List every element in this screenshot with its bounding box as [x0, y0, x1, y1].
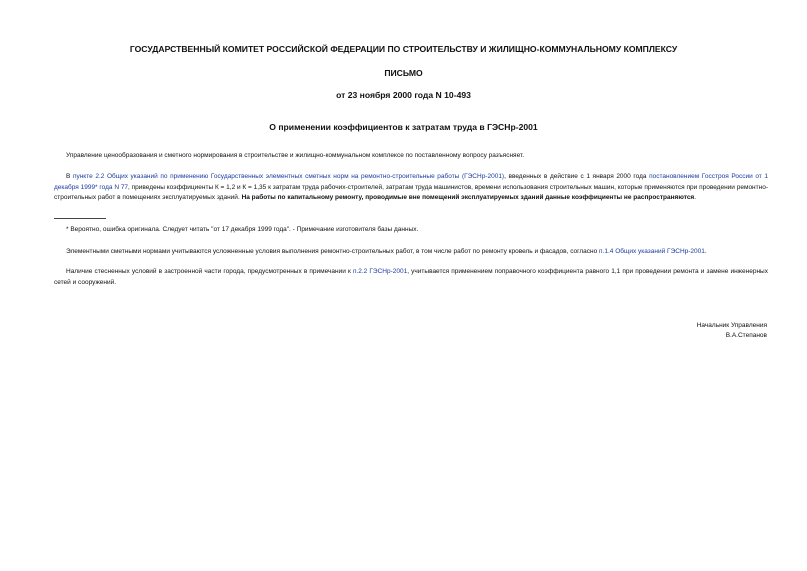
paragraph-intro: Управление ценообразования и сметного нормирования в строительстве и жилищно-коммунальном комплексе по поставленному вопросу разъясняет.	[66, 152, 525, 159]
document-subject: О применении коэффициентов к затратам труда в ГЭСНр-2001	[269, 122, 538, 132]
link-gosstroy-resolution-77[interactable]: постановлением Госстроя России от 1 декабря 1999* года N 77	[54, 173, 768, 191]
issuing-organization: ГОСУДАРСТВЕННЫЙ КОМИТЕТ РОССИЙСКОЙ ФЕДЕРАЦИИ ПО СТРОИТЕЛЬСТВУ И ЖИЛИЩНО-КОММУНАЛЬНОМУ КОМПЛЕКСУ	[129, 44, 678, 54]
text-span: .	[704, 248, 707, 255]
text-span: , введенных в действие с 1 января 2000 года	[504, 173, 650, 180]
paragraph-main	[54, 172, 768, 204]
footnote-divider	[54, 218, 106, 219]
footnote: * Вероятно, ошибка оригинала. Следует читать "от 17 декабря 1999 года". - Примечание изготовителя базы данных.	[66, 226, 419, 233]
signatory-title: Начальник Управления	[696, 322, 767, 329]
text-span: .	[694, 194, 697, 201]
text-span: , учитывается применением поправочного коэффициента равного 1,1 при проведении ремонта и замене инженерных сетей и сооружений.	[54, 268, 768, 286]
document-date-number: от 23 ноября 2000 года N 10-493	[336, 90, 471, 100]
link-general-instructions-1-4[interactable]: п.1.4 Общих указаний ГЭСНр-2001	[599, 248, 705, 255]
text-span: Наличие стесненных условий в застроенной части города, предусмотренных в примечании к	[66, 268, 353, 275]
link-general-instructions-2-2[interactable]: пункте 2.2 Общих указаний по применению Государственных элементных сметных норм на ремонтно-строительные работы (ГЭСНр-2001)	[72, 173, 505, 180]
text-span: В	[66, 173, 73, 180]
paragraph-elementary-norms	[54, 247, 768, 258]
document-type: ПИСЬМО	[384, 68, 423, 78]
bold-statement: На работы по капитальному ремонту, проводимые вне помещений эксплуатируемых зданий данные коэффициенты не распространяются	[241, 194, 695, 201]
text-span: , приведены коэффициенты К = 1,2 и К = 1,35 к затратам труда рабочих-строителей, затратам труда машинистов, времени использования строительных машин, которые применяются при проведении ремонтно-строительных работ в помещениях эксплуатируемых зданий.	[54, 183, 768, 201]
link-gesnr-2-2[interactable]: п.2.2 ГЭСНр-2001	[352, 268, 408, 275]
signatory-name: В.А.Степанов	[725, 332, 767, 339]
text-span: Элементными сметными нормами учитываются усложненные условия выполнения ремонтно-строительных работ, в том числе работ по ремонту кровель и фасадов, согласно	[66, 248, 600, 255]
paragraph-constrained-conditions	[54, 267, 768, 288]
